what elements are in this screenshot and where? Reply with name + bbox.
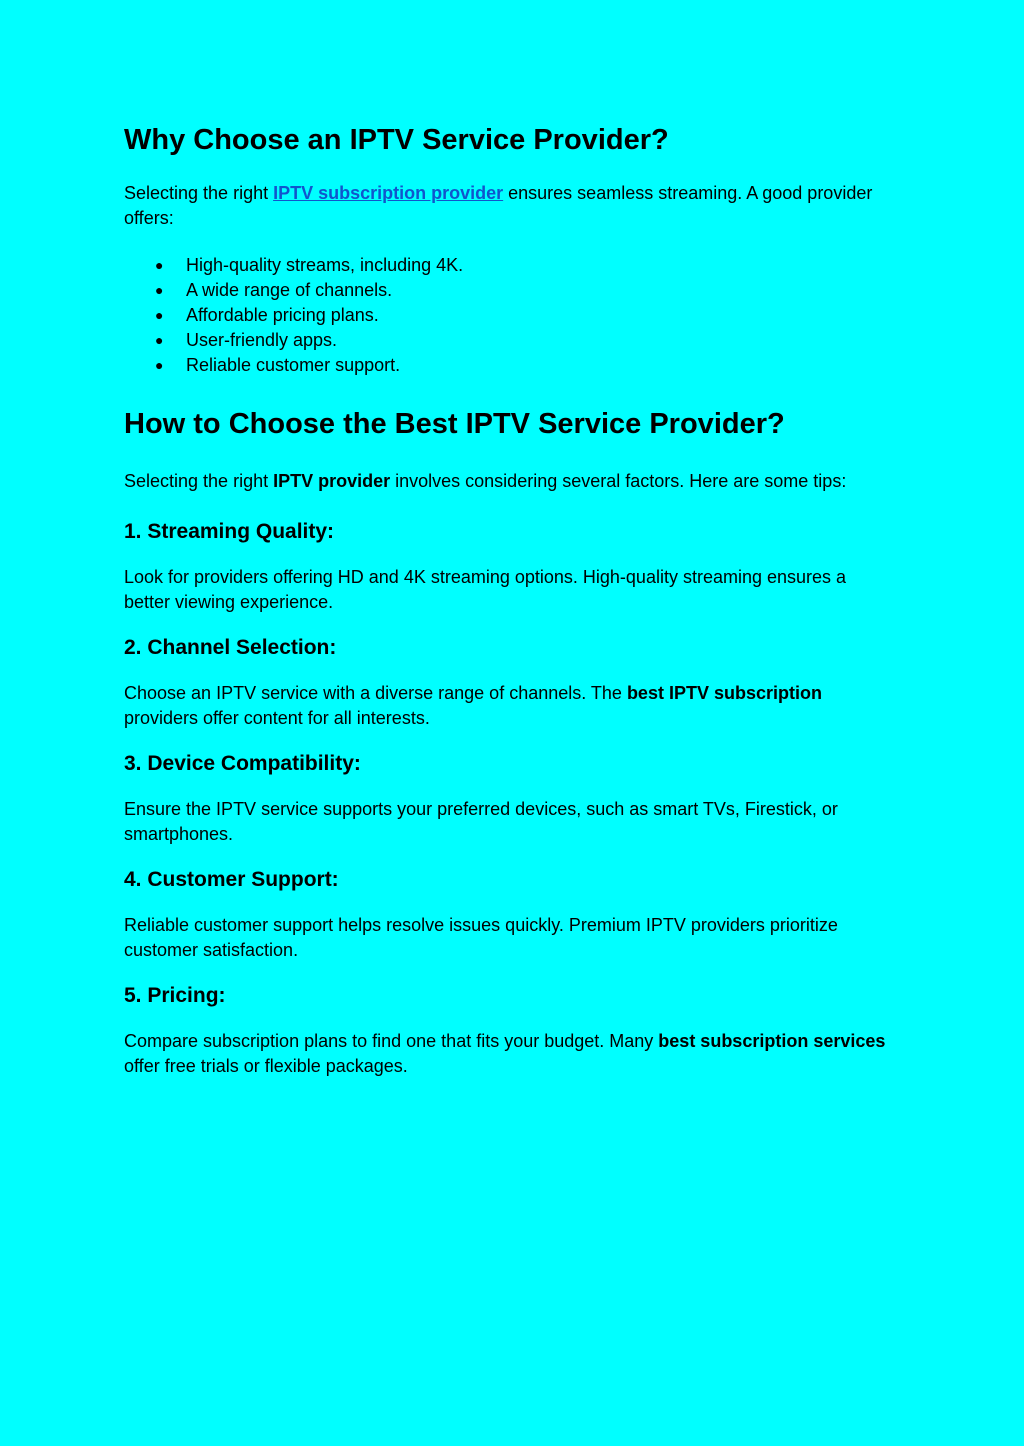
tip-text-after: offer free trials or flexible packages. (124, 1056, 408, 1076)
list-item-text: High-quality streams, including 4K. (186, 255, 464, 275)
tip-text-device-compatibility (124, 797, 894, 847)
list-item-text: User-friendly apps. (186, 330, 338, 350)
tip-text: Ensure the IPTV service supports your preferred devices, such as smart TVs, Firestick, or smartphones. (124, 799, 838, 844)
tip-text: Reliable customer support helps resolve issues quickly. Premium IPTV providers prioritize customer satisfaction. (124, 915, 838, 960)
list-item-text: A wide range of channels. (186, 280, 393, 300)
intro-text-after: involves considering several factors. Here are some tips: (390, 471, 847, 491)
iptv-subscription-provider-link[interactable]: IPTV subscription provider (273, 183, 504, 203)
tip-heading-customer-support: 4. Customer Support: (124, 868, 339, 891)
section-heading-how: How to Choose the Best IPTV Service Provider? (124, 408, 785, 440)
intro-bold-text: IPTV provider (273, 471, 391, 491)
tip-heading-pricing: 5. Pricing: (124, 984, 226, 1007)
tip-heading-streaming-quality: 1. Streaming Quality: (124, 520, 335, 543)
tip-text-customer-support (124, 913, 894, 963)
benefits-list (124, 253, 894, 378)
tip-bold-text: best subscription services (658, 1031, 886, 1051)
tip-text-streaming-quality (124, 565, 894, 615)
intro-text-after: ensures seamless streaming. A good provider offers: (124, 183, 873, 228)
tip-bold-text: best IPTV subscription (626, 683, 822, 703)
list-item-text: Reliable customer support. (186, 355, 401, 375)
list-item (124, 353, 894, 378)
document-content (124, 118, 894, 1079)
section-intro-how (124, 469, 894, 494)
list-item (124, 253, 894, 278)
section-intro-why (124, 181, 894, 231)
intro-text-before: Selecting the right (124, 471, 274, 491)
tip-heading-device-compatibility: 3. Device Compatibility: (124, 752, 361, 775)
list-item-text: Affordable pricing plans. (186, 305, 379, 325)
tip-text-after: providers offer content for all interests. (124, 708, 430, 728)
tip-text: Compare subscription plans to find one that fits your budget. Many (124, 1031, 659, 1051)
tip-text: Choose an IPTV service with a diverse range of channels. The (124, 683, 627, 703)
bullet-icon: ● (155, 307, 164, 323)
list-item (124, 303, 894, 328)
bullet-icon: ● (155, 332, 164, 348)
list-item (124, 328, 894, 353)
intro-text-before: Selecting the right (124, 183, 274, 203)
tip-text: Look for providers offering HD and 4K streaming options. High-quality streaming ensures a better viewing experience. (124, 567, 847, 612)
bullet-icon: ● (155, 282, 164, 298)
list-item (124, 278, 894, 303)
tip-text-pricing (124, 1029, 894, 1079)
bullet-icon: ● (155, 357, 164, 373)
bullet-icon: ● (155, 257, 164, 273)
section-heading-why: Why Choose an IPTV Service Provider? (124, 124, 669, 156)
tip-heading-channel-selection: 2. Channel Selection: (124, 636, 337, 659)
tip-text-channel-selection (124, 681, 894, 731)
